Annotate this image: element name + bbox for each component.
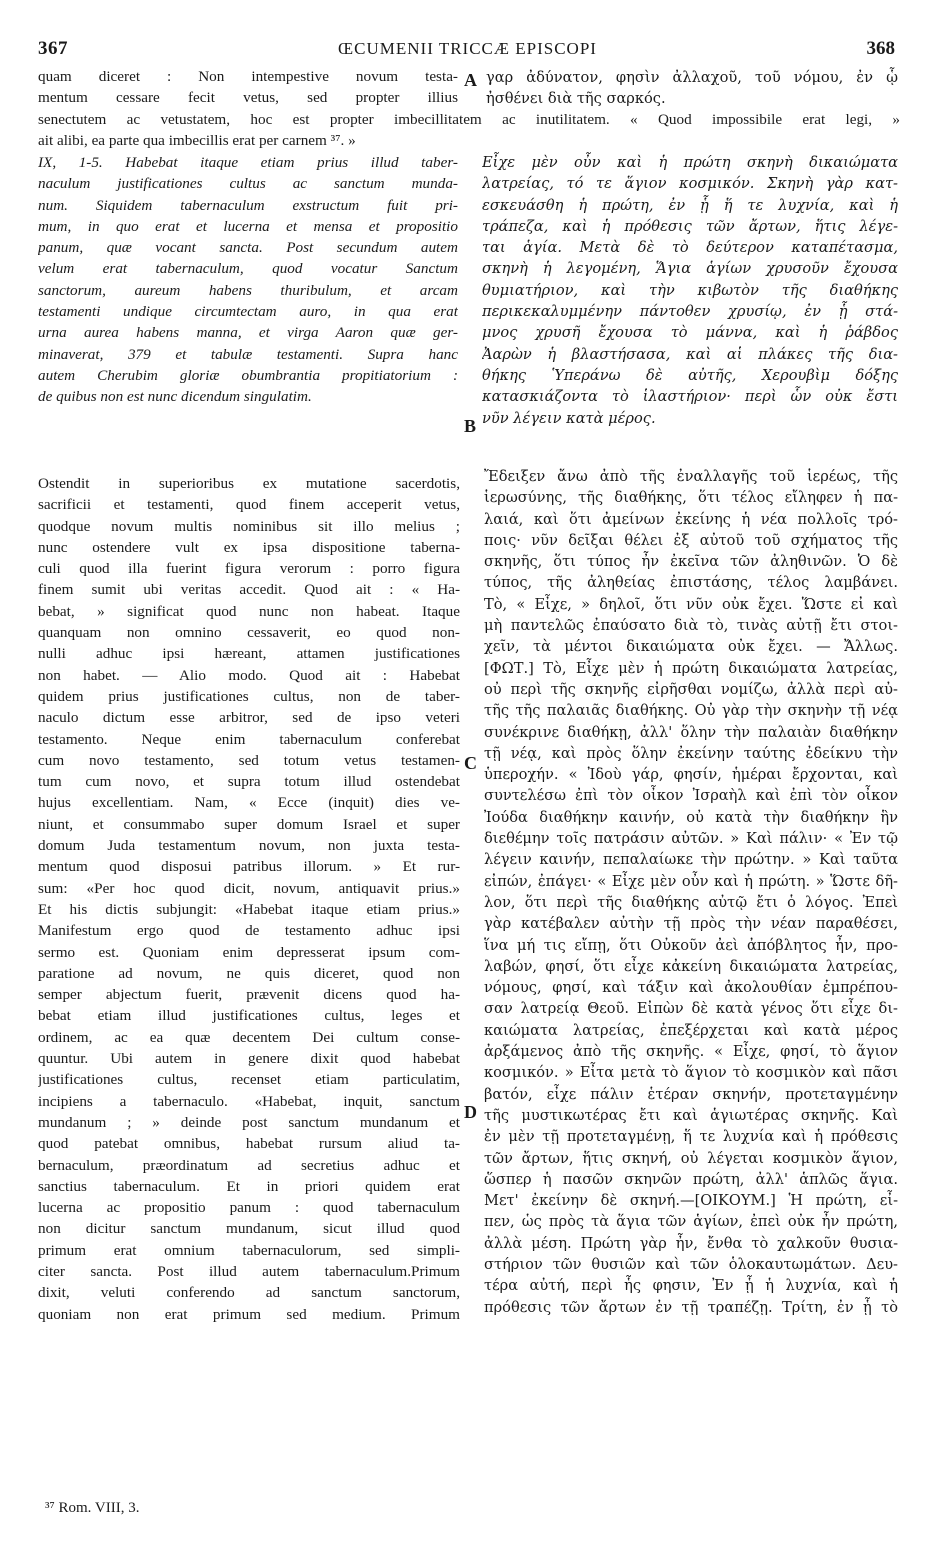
text-line: τράπεζα, καὶ ἡ πρόθεσις τῶν ἄρτων, ἥτις λέγε- — [482, 217, 898, 235]
latin-scripture-text — [38, 152, 458, 408]
text-line: citer sancta. Post illud autem tabernaculum.Primum — [38, 1262, 460, 1280]
text-line: λέγειν καινήν, πεπαλαίωκε τὴν πρώτην. » Καὶ ταῦτα — [484, 851, 898, 869]
text-line: γαρ ἀδύνατον, φησὶν ἀλλαχοῦ, τοῦ νόμου, ἐν ᾧ — [486, 69, 898, 86]
text-line: τῆς τῆς παλαιᾶς διαθήκης. Οὐ γὰρ τὴν σκηνὴν τῇ νέᾳ — [484, 702, 898, 720]
text-line: νῦν λέγειν κατὰ μέρος. — [482, 409, 656, 427]
latin-commentary — [38, 473, 460, 1325]
text-line: senectutem ac vetustatem, hoc est propter imbecillitatem ac inutilitatem. « Quod impossibile erat legi, » — [38, 111, 900, 128]
text-line: οὐ περὶ τῆς σκηνῆς εἰρῆσθαι νομίζω, ἀλλὰ περὶ αὐ- — [484, 680, 898, 698]
margin-letter-c: C — [464, 753, 477, 773]
text-line: non dicitur sanctum mundanum, sicut illud quod — [38, 1220, 460, 1238]
text-line: κοσμικόν. » Εἶτα μετὰ τὸ ἅγιον τὸ κοσμικὸν καὶ πᾶσι — [484, 1064, 898, 1082]
text-line: cum novo testamento, sed totum vetus testamen- — [38, 751, 460, 769]
text-line: urna aurea habens manna, et virga Aaron quæ ger- — [38, 324, 458, 342]
margin-letter-b: B — [464, 416, 477, 436]
text-line: τέρα αὐτή, περὶ ἧς φησιν, Ἐν ᾗ ἡ λυχνία, καὶ ἡ — [484, 1277, 898, 1295]
text-line: niunt, et consummabo super domum Israel et super — [38, 815, 460, 833]
text-line: sanctorum, aureum habens thuribulum, et arcam — [38, 281, 458, 299]
text-line: non habet. — Alio modo. Quod ait : Habebat — [38, 666, 460, 684]
text-line: ἀλλὰ μέση. Πρώτη γὰρ ἦν, ἔνθα τὸ χαλκοῦν θυσια- — [484, 1234, 898, 1252]
text-line: minaverat, 379 et tabulæ testamenti. Supra hanc — [38, 345, 458, 363]
text-line: ἱερωσύνης, τῆς διαθήκης, ὅτι τέλος εἴληφεν ἡ πα- — [484, 489, 898, 507]
text-line: quam diceret : Non intempestive novum testa- — [38, 68, 458, 85]
text-line: ἵνα μή τις εἴπῃ, ὅτι Οὐκοῦν ἀεὶ ἀπόβλητος ἦν, προ- — [484, 936, 898, 954]
text-line: naculum justificationes cultus ac sanctum munda- — [38, 175, 458, 193]
text-line: sermo est. Quoniam enim depresserat ipsum com- — [38, 943, 460, 961]
page-number-right: 368 — [866, 38, 895, 59]
text-line: βατόν, εἶχε πάλιν ἑτέραν σκηνήν, προτεταγμένην — [484, 1085, 898, 1103]
text-line: Εἶχε μὲν οὖν καὶ ἡ πρώτη σκηνὴ δικαιώματα — [482, 154, 898, 171]
text-line: λαιά, καὶ ὅτι ἀμείνων ἐκείνης ἡ νέα πολλοῖς τρό- — [484, 510, 898, 528]
text-line: τῆς μυστικωτέρας ἔτι καὶ ἁγιωτέρας σκηνῆς. Καὶ — [484, 1106, 898, 1124]
text-line: semper abjectum fuerit, prævenit dicens quod ha- — [38, 986, 460, 1004]
text-line: ἀρξάμενος ἀπὸ τῆς σκηνῆς. « Εἶχε, φησί, τὸ ἅγιον — [484, 1043, 898, 1061]
text-line: λατρείας, τό τε ἅγιον κοσμικόν. Σκηνὴ γὰρ κατ- — [482, 175, 898, 193]
text-line: [ΦΩΤ.] Τὸ, Εἶχε μὲν ἡ πρώτη δικαιώματα λατρείας, — [484, 659, 898, 677]
latin-fullwidth-lines — [38, 109, 900, 152]
text-line: Manifestum ergo quod de testamento adhuc ipsi — [38, 922, 460, 940]
text-line: μὴ παντελῶς ἐπαύσατο διὰ τὸ, τινὰς αὐτῇ ἔτι στοι- — [484, 617, 898, 635]
text-line: θήκης Ὑπεράνω δὲ αὐτῆς, Χερουβὶμ δόξης — [482, 366, 898, 384]
text-line: quod patebat omnibus, habebat rursum aliud ta- — [38, 1135, 460, 1153]
footnote: ³⁷ Rom. VIII, 3. — [45, 1500, 140, 1516]
text-line: mum, in quo erat et lucerna et mensa et propositio — [38, 217, 458, 235]
text-line: culi quod illa fuerint figura verorum : porro figura — [38, 560, 460, 578]
text-line: θυμιατήριον, καὶ τὴν κιβωτὸν τῆς διαθήκης — [482, 281, 898, 299]
text-line: μνος χρυσῆ ἔχουσα τὸ μάννα, καὶ ἡ ῥάβδος — [482, 324, 898, 342]
text-line: κατασκιάζοντα τὸ ἱλαστήριον· περὶ ὧν οὐκ ἔστι — [482, 388, 898, 406]
text-line: dixit, veluti conferendo ad sanctum sanctorum, — [38, 1284, 460, 1302]
running-header — [0, 38, 935, 64]
text-line: velum erat tabernaculum, quod vocatur Sanctum — [38, 260, 458, 278]
margin-letter-d: D — [464, 1102, 477, 1122]
greek-column-top — [486, 67, 898, 110]
text-line: πρόθεσις τῶν ἄρτων ἐν τῇ τραπέζῃ. Τρίτη, ἐν ᾗ τὸ — [484, 1298, 898, 1316]
text-line: sanctius tabernaculum. Et in priori quidem erat — [38, 1177, 460, 1195]
running-title: ŒCUMENII TRICCÆ EPISCOPI — [338, 39, 597, 58]
text-line: λον, ὅτι περὶ τῆς διαθήκης αὐτῷ ἔτι ὁ λόγος. Ἐπεὶ — [484, 893, 898, 911]
text-line: domum Juda testamentum novum, non juxta testa- — [38, 837, 460, 855]
text-line: εἰπών, ἐπάγει· « Εἶχε μὲν οὖν καὶ ἡ πρώτη. » Ὥστε δῆ- — [484, 872, 898, 890]
text-line: εσκευάσθη ἡ πρώτη, ἐν ᾗ ἥ τε λυχνία, καὶ ἡ — [482, 196, 898, 214]
text-line: συντελέσω ἐπὶ τὸν οἶκον Ἰσραὴλ καὶ ἐπὶ τὸν οἶκον — [484, 787, 898, 805]
text-line: bebat etiam illud justificationes cultus, leges et — [38, 1007, 460, 1025]
text-line: quoniam non erat primum sed medium. Primum — [38, 1305, 460, 1323]
text-line: ποις· νῦν δεῖξαι θέλει ἐξ αὐτοῦ τοῦ σχήματος τῆς — [484, 531, 898, 549]
text-line: Τὸ, « Εἶχε, » δηλοῖ, ὅτι νῦν οὐκ ἔχει. Ὥστε εἰ καὶ — [484, 595, 898, 613]
text-line: primum erat omnium tabernaculorum, sed simpli- — [38, 1241, 460, 1259]
text-line: περικεκαλυμμένην πάντοθεν χρυσίῳ, ἐν ᾗ στά- — [482, 303, 898, 321]
text-line: bernaculum, præordinatum ad secretius adhuc et — [38, 1156, 460, 1174]
text-line: nulli adhuc ipsi hæreant, attamen justificationes — [38, 645, 460, 663]
text-line: quodque novum multis nominibus sit illo melius ; — [38, 517, 460, 535]
text-line: σκηνὴ ἡ λεγομένη, Ἅγια ἁγίων χρυσοῦν ἔχουσα — [482, 260, 898, 278]
text-line: quidem prius justificationes cultus, non de taber- — [38, 687, 460, 705]
text-line: paratione ad novum, ne quis diceret, quod non — [38, 964, 460, 982]
text-line: Ἔδειξεν ἄνω ἀπὸ τῆς ἐναλλαγῆς τοῦ ἱερέως, τῆς — [484, 468, 898, 485]
text-line: σαν λατρείᾳ Θεοῦ. Εἰπὼν δὲ κατὰ γένος ὅτι εἶχε δι- — [484, 1000, 898, 1018]
text-line: sacrificii et testamenti, quod finem acceperit vetus, — [38, 496, 460, 514]
text-line: panum, quæ vocant sancta. Post secundum autem — [38, 239, 458, 257]
text-line: στήριον τῶν θυσιῶν καὶ τῶν ὁλοκαυτωμάτων. Δευ- — [484, 1255, 898, 1273]
text-line: νόμους, φησί, καὶ τάξιν καὶ ἀκολουθίαν ἐμπρέπου- — [484, 979, 898, 997]
text-line: Et his dictis subjungit: «Habebat itaque etiam prius.» — [38, 900, 460, 918]
text-line: χεῖν, τὰ μέντοι δικαιώματα οὐκ ἔχει. — Ἄλλως. — [484, 638, 898, 656]
text-line: ται ἁγία. Μετὰ δὲ τὸ δεύτερον καταπέτασμα, — [482, 239, 898, 257]
latin-column-top — [38, 66, 458, 109]
text-line: mentum quod disposui patribus illorum. » Et rur- — [38, 858, 460, 876]
text-line: autem Cherubim gloriæ obumbrantia propitiatorium : — [38, 366, 458, 384]
text-line: bebat, » significat quod nunc non habeat. Itaque — [38, 602, 460, 620]
text-line: τῶν ἄρτων, ἥτις σκηνή, οὐ λέγεται κοσμικὸν ἅγιον, — [484, 1149, 898, 1167]
text-line: σκηνῆς, ὅτι τύπος ἦν ἐκεῖνα τῶν ἀληθινῶν. Ὁ δὲ — [484, 553, 898, 571]
text-line: quanquam non omnino cessaverit, eo quod non- — [38, 624, 460, 642]
text-line: Ostendit in superioribus ex mutatione sacerdotis, — [38, 475, 460, 492]
text-line: πεν, ὡς πρὸς τὰ ἅγια τῶν ἁγίων, ἐπεὶ οὐκ ἦν πρώτη, — [484, 1213, 898, 1231]
text-line: nunc ostendere vult ex ipsa dispositione taberna- — [38, 538, 460, 556]
text-line: hujus excellentiam. Nam, « Ecce (inquit) dies ve- — [38, 794, 460, 812]
text-line: ὑπεροχήν. « Ἰδοὺ γάρ, φησίν, ἡμέραι ἔρχονται, καὶ — [484, 766, 898, 784]
text-line: ἠσθένει διὰ τῆς σαρκός. — [486, 90, 666, 108]
text-line: lucerna ac propositio panum : quod tabernaculum — [38, 1199, 460, 1217]
text-line: quuntur. Ubi autem in genere dixit quod habebat — [38, 1050, 460, 1068]
text-line: ὥσπερ ἡ πασῶν σκηνῶν πρώτη, ἀλλ' ἁπλῶς ἅγια. — [484, 1170, 898, 1188]
text-line: τῇ νέᾳ, καὶ πρὸς ὅλην ἐκείνην ταύτης ἐδείκνυ τὴν — [484, 744, 898, 762]
text-line: Ἀαρὼν ἡ βλαστήσασα, καὶ αἱ πλάκες τῆς δια- — [482, 345, 898, 363]
text-line: incipiens a tabernaculo. «Habebat, inquit, sanctum — [38, 1092, 460, 1110]
text-line: sum: «Per hoc quod dicit, novum, antiquavit prius.» — [38, 879, 460, 897]
text-line: καιώματα λατρείας, ἐπεξέρχεται καὶ κατὰ μέρος — [484, 1021, 898, 1039]
text-line: IX, 1-5. Habebat itaque etiam prius illud taber- — [38, 154, 458, 171]
text-line: de quibus non est nunc dicendum singulatim. — [38, 388, 312, 406]
text-line: συνέκρινε διαθήκῃ, ἀλλ' ὅλην τὴν παλαιὰν διαθήκην — [484, 723, 898, 741]
text-line: ait alibi, ea parte qua imbecillis erat per carnem ³⁷. » — [38, 132, 356, 150]
text-line: num. Siquidem tabernaculum exstructum fuit pri- — [38, 196, 458, 214]
margin-letter-a: A — [464, 70, 477, 90]
text-line: διεθέμην τοῖς πατράσιν αὐτῶν. » Καὶ πάλιν· « Ἐν τῷ — [484, 830, 898, 848]
text-line: ordinem, ac ea quæ decentem Dei cultum conse- — [38, 1028, 460, 1046]
text-line: finem sumit ubi veritas accedit. Quod ait : « Ha- — [38, 581, 460, 599]
greek-commentary — [484, 466, 898, 1318]
text-line: Ἰούδα διαθήκην καινήν, οὐ κατὰ τὴν διαθήκην ἣν — [484, 808, 898, 826]
text-line: mundanum ; » deinde post sanctum mundanum et — [38, 1113, 460, 1131]
text-line: ἐν μὲν τῇ προτεταγμένῃ, ἥ τε λυχνία καὶ ἡ πρόθεσις — [484, 1128, 898, 1146]
text-line: naculo dictum esse arbitror, sed de ipso veteri — [38, 709, 460, 727]
text-line: tum cum novo, et supra totum illud ostendebat — [38, 773, 460, 791]
text-line: γὰρ κατέβαλεν αὐτὴν τῇ πρὸς τὴν νέαν παραθέσει, — [484, 915, 898, 933]
text-line: λαβών, φησί, ὅτι εἶχε κἀκείνη δικαιώματα λατρείας, — [484, 957, 898, 975]
text-line: justificationes cultus, recenset etiam particulatim, — [38, 1071, 460, 1089]
text-line: Μετ' ἐκείνην δὲ σκηνή.—[ΟΙΚΟΥΜ.] Ἡ πρώτη, εἶ- — [484, 1192, 898, 1210]
text-line: mentum cessare fecit vetus, sed propter illius — [38, 89, 458, 107]
text-line: testamento. Neque enim tabernaculum conferebat — [38, 730, 460, 748]
text-line: τύπος, τῆς ἀληθείας ἐπιστάσης, τέλος λαμβάνει. — [484, 574, 898, 592]
greek-scripture-text — [482, 152, 898, 429]
text-line: testamenti undique circumtectam auro, in qua erat — [38, 303, 458, 321]
page-number-left: 367 — [38, 38, 68, 59]
